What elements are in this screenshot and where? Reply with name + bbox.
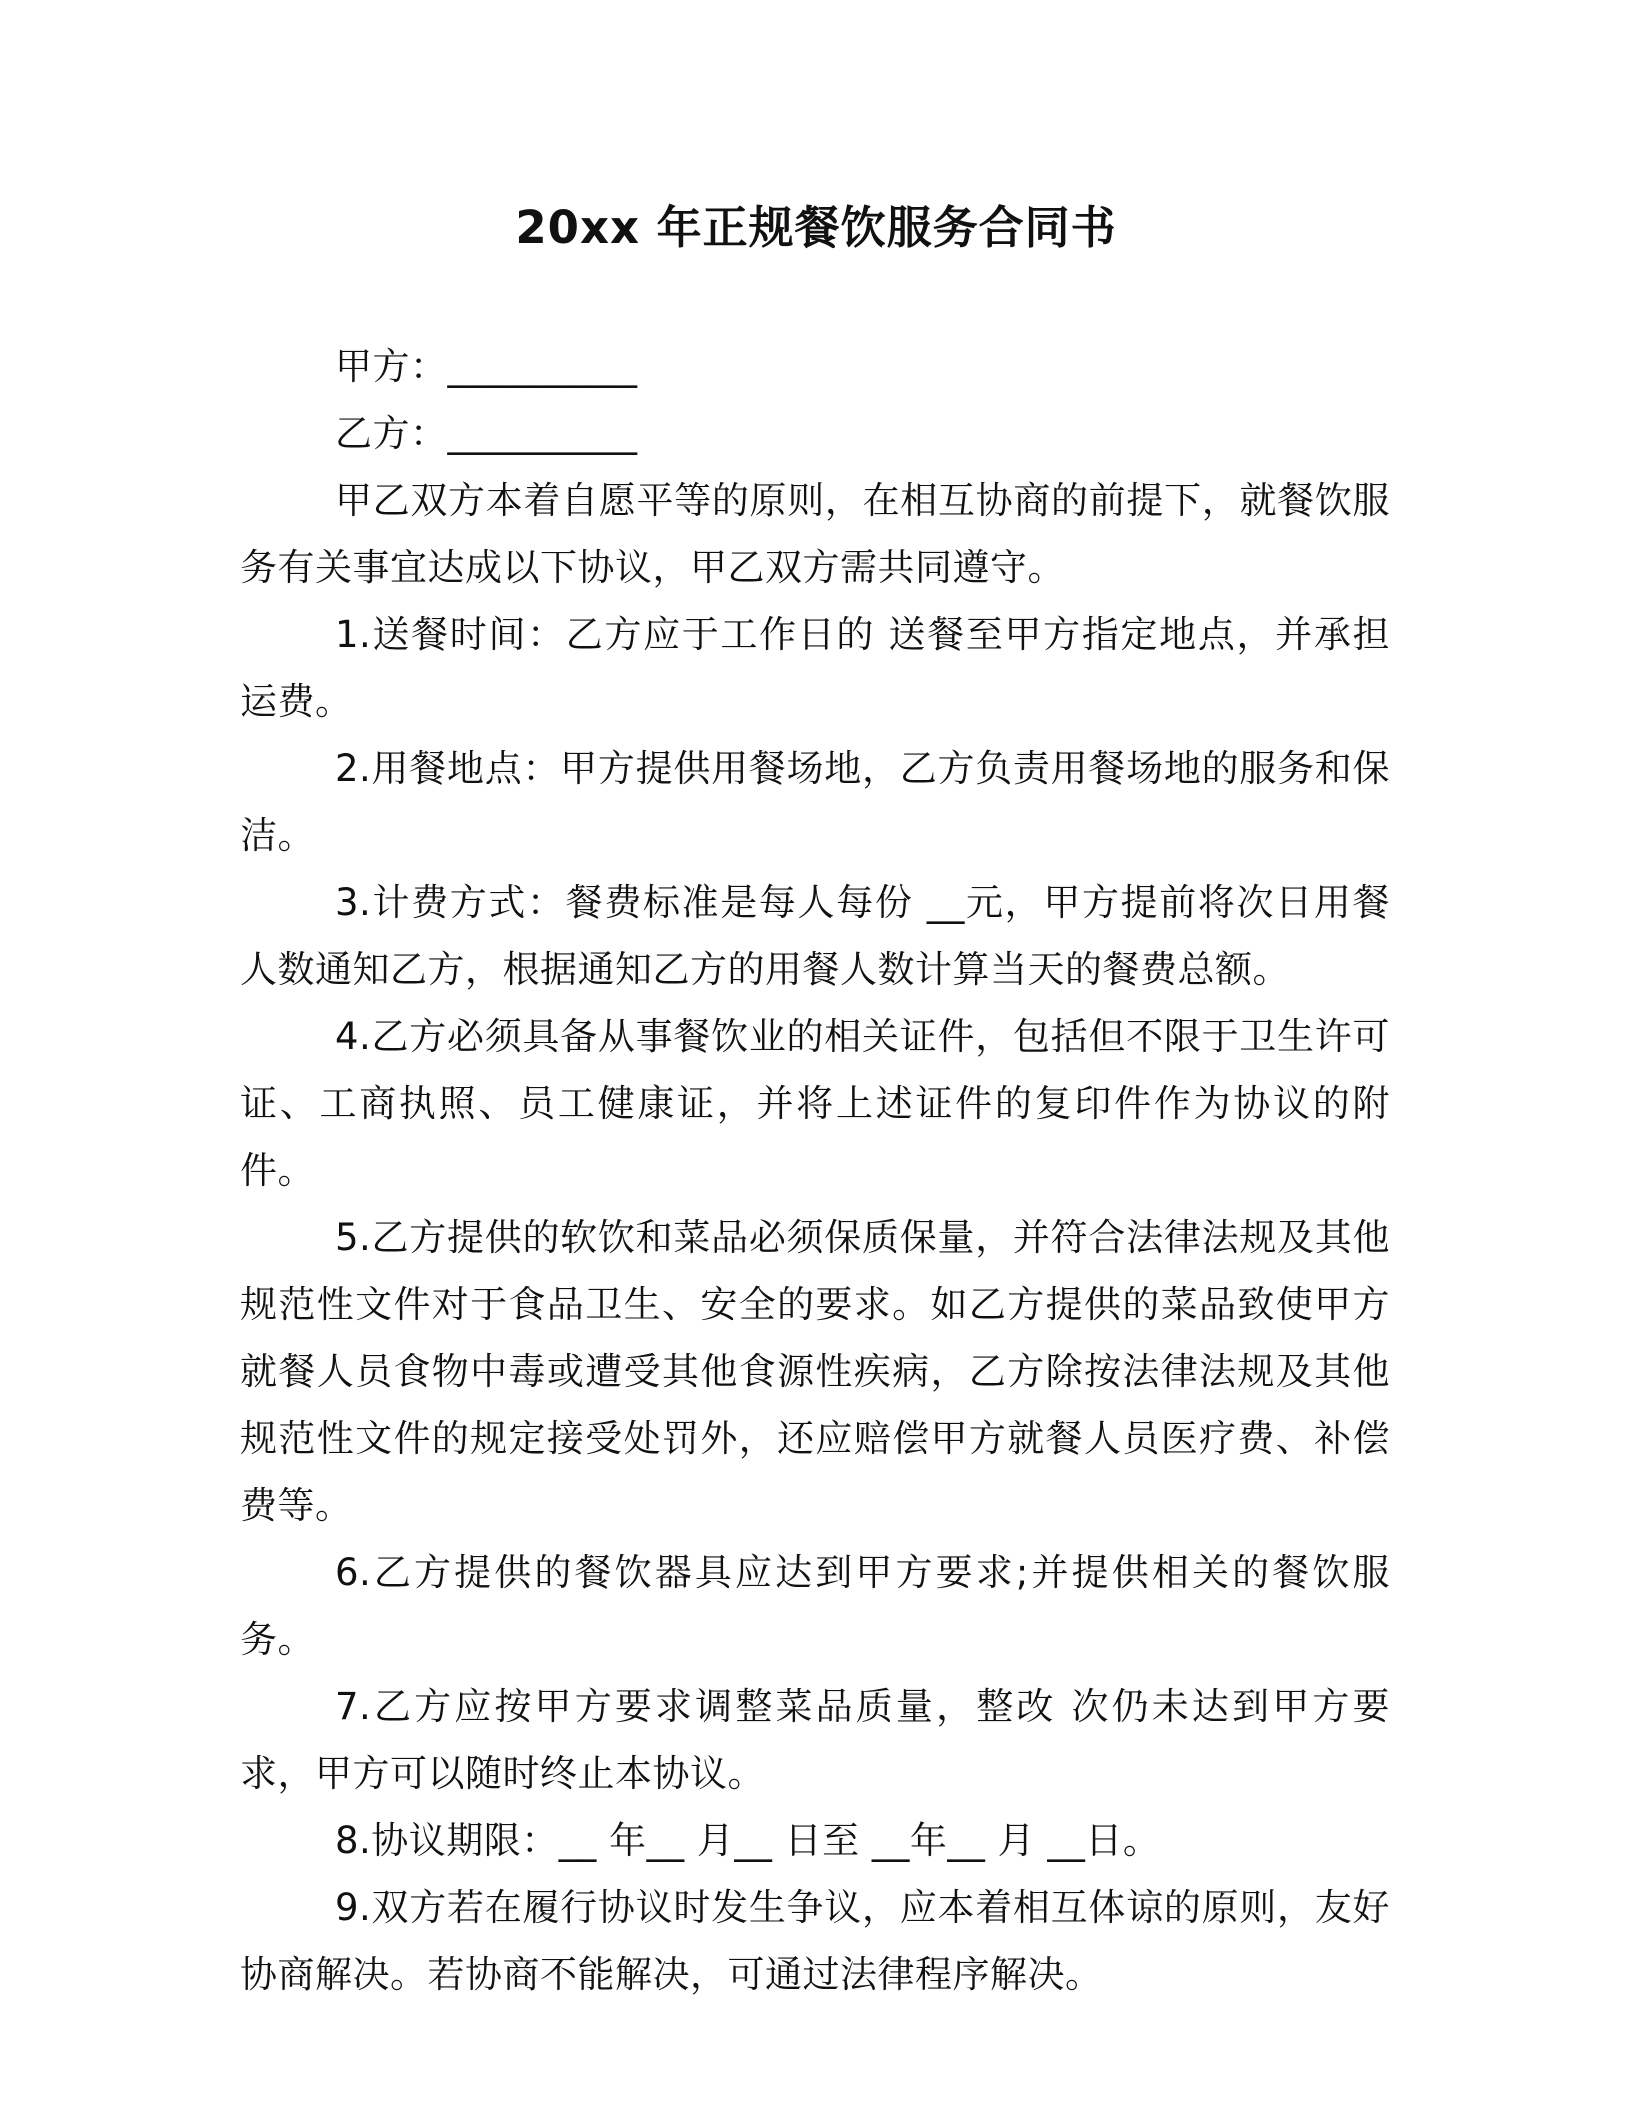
clause-2-dining-location: 2.用餐地点：甲方提供用餐场地，乙方负责用餐场地的服务和保洁。	[240, 747, 1390, 857]
clause-8-term: 8.协议期限：__ 年__ 月__ 日至 __年__ 月 __日。	[335, 1819, 1161, 1862]
document-body	[240, 333, 1390, 2008]
clause-5-food-quality: 5.乙方提供的软饮和菜品必须保质保量，并符合法律法规及其他规范性文件对于食品卫生、安全的要求。如乙方提供的菜品致使甲方就餐人员食物中毒或遭受其他食源性疾病，乙方除按法律法规及其他规范性文件的规定接受处罚外，还应赔偿甲方就餐人员医疗费、补偿费等。	[240, 1216, 1390, 1527]
clause-4-certificates: 4.乙方必须具备从事餐饮业的相关证件，包括但不限于卫生许可证、工商执照、员工健康证，并将上述证件的复印件作为协议的附件。	[240, 1015, 1390, 1192]
clause-9-disputes: 9.双方若在履行协议时发生争议，应本着相互体谅的原则，友好协商解决。若协商不能解决，可通过法律程序解决。	[240, 1886, 1390, 1996]
clause-7-rectification: 7.乙方应按甲方要求调整菜品质量，整改 次仍未达到甲方要求，甲方可以随时终止本协议。	[240, 1685, 1390, 1795]
document-title: 20xx 年正规餐饮服务合同书	[515, 201, 1117, 254]
party-b-line: 乙方：__________	[335, 412, 638, 455]
clause-3-billing-method: 3.计费方式：餐费标准是每人每份 __元，甲方提前将次日用餐人数通知乙方，根据通知乙方的用餐人数计算当天的餐费总额。	[240, 881, 1390, 991]
clause-1-delivery-time: 1.送餐时间：乙方应于工作日的 送餐至甲方指定地点，并承担运费。	[240, 613, 1390, 723]
intro-paragraph: 甲乙双方本着自愿平等的原则，在相互协商的前提下，就餐饮服务有关事宜达成以下协议，甲乙双方需共同遵守。	[240, 479, 1390, 589]
clause-6-tableware: 6.乙方提供的餐饮器具应达到甲方要求;并提供相关的餐饮服务。	[240, 1551, 1390, 1661]
party-a-line: 甲方：__________	[335, 345, 638, 388]
